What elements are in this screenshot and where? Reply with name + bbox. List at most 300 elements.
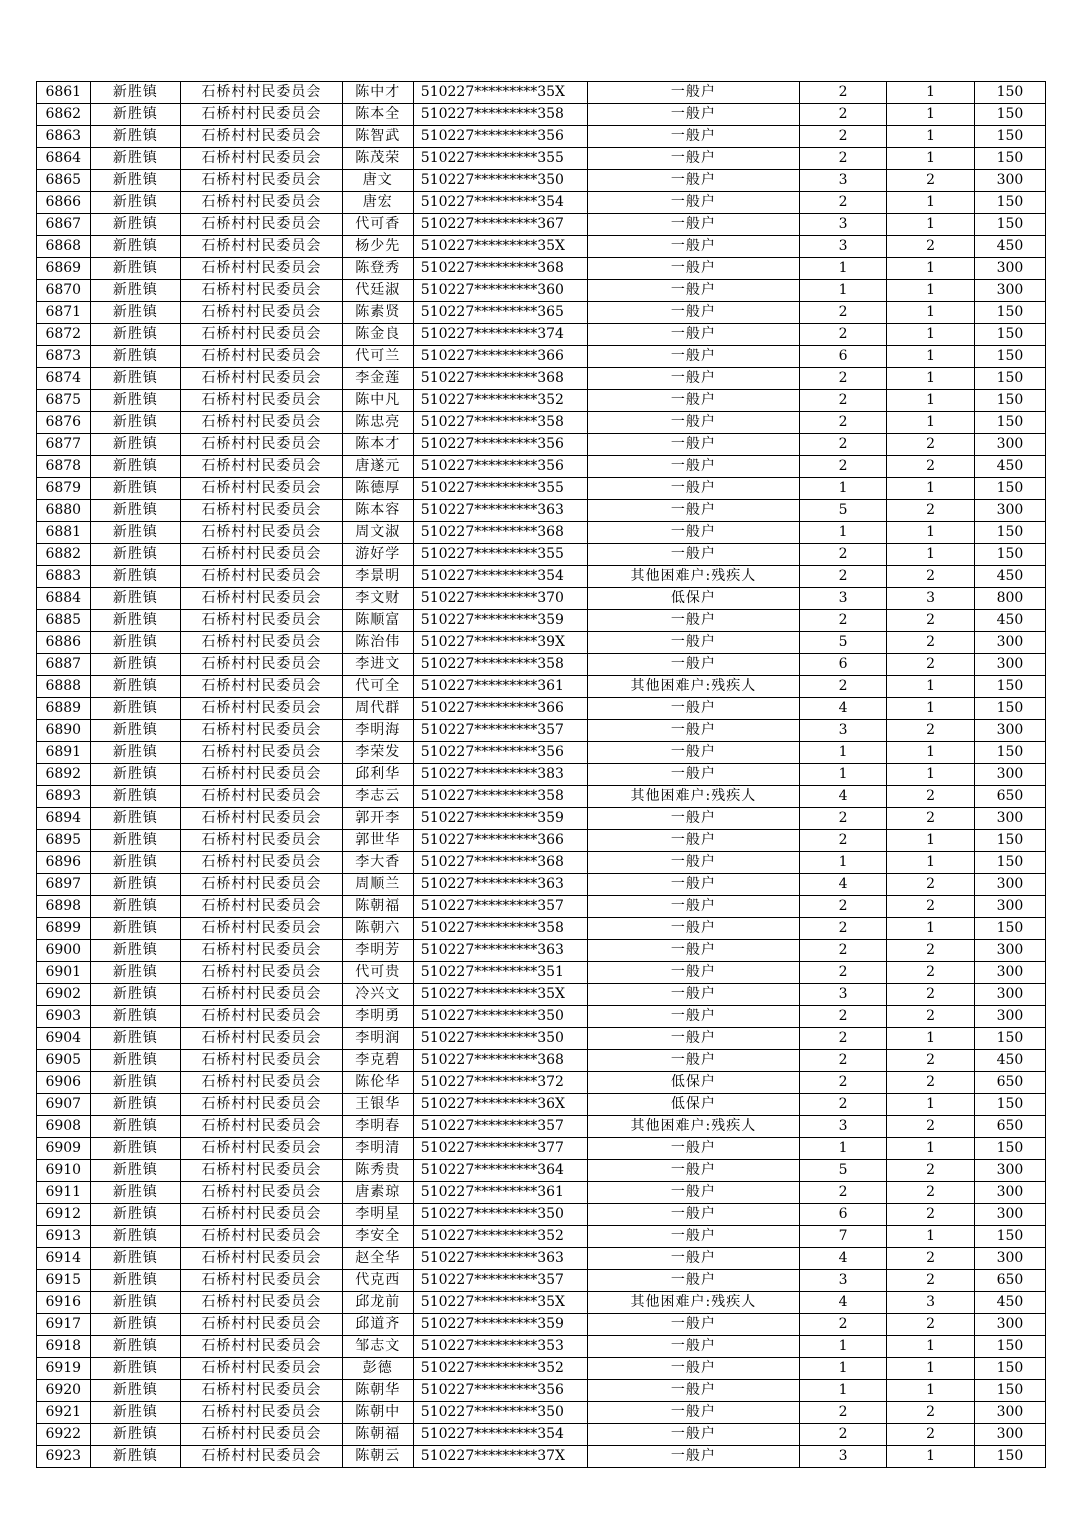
committee-cell: 石桥村村民委员会 — [181, 566, 343, 588]
seq-cell: 6885 — [37, 610, 91, 632]
family-members-cell: 2 — [799, 1402, 887, 1424]
id-number-cell: 510227*********363 — [413, 940, 587, 962]
id-number-cell: 510227*********366 — [413, 830, 587, 852]
household-type-cell: 一般户 — [587, 830, 799, 852]
name-cell: 陈本才 — [342, 434, 413, 456]
household-type-cell: 一般户 — [587, 698, 799, 720]
family-members-cell: 1 — [799, 1380, 887, 1402]
family-members-cell: 7 — [799, 1226, 887, 1248]
seq-cell: 6900 — [37, 940, 91, 962]
amount-cell: 450 — [974, 566, 1045, 588]
town-cell: 新胜镇 — [90, 720, 181, 742]
table-row — [37, 786, 1046, 808]
amount-cell: 300 — [974, 874, 1045, 896]
table-row — [37, 478, 1046, 500]
table-row — [37, 654, 1046, 676]
committee-cell: 石桥村村民委员会 — [181, 478, 343, 500]
aided-people-cell: 1 — [887, 104, 975, 126]
family-members-cell: 1 — [799, 742, 887, 764]
amount-cell: 150 — [974, 192, 1045, 214]
table-row — [37, 1314, 1046, 1336]
amount-cell: 650 — [974, 1116, 1045, 1138]
name-cell: 郭世华 — [342, 830, 413, 852]
family-members-cell: 4 — [799, 1292, 887, 1314]
household-type-cell: 其他困难户:残疾人 — [587, 566, 799, 588]
family-members-cell: 2 — [799, 1072, 887, 1094]
name-cell: 李明春 — [342, 1116, 413, 1138]
id-number-cell: 510227*********37X — [413, 1446, 587, 1468]
amount-cell: 150 — [974, 148, 1045, 170]
table-row — [37, 522, 1046, 544]
household-type-cell: 其他困难户:残疾人 — [587, 786, 799, 808]
id-number-cell: 510227*********366 — [413, 698, 587, 720]
table-row — [37, 764, 1046, 786]
seq-cell: 6862 — [37, 104, 91, 126]
seq-cell: 6902 — [37, 984, 91, 1006]
household-type-cell: 一般户 — [587, 82, 799, 104]
family-members-cell: 2 — [799, 368, 887, 390]
aided-people-cell: 1 — [887, 676, 975, 698]
household-type-cell: 一般户 — [587, 148, 799, 170]
committee-cell: 石桥村村民委员会 — [181, 390, 343, 412]
amount-cell: 300 — [974, 1006, 1045, 1028]
id-number-cell: 510227*********360 — [413, 280, 587, 302]
name-cell: 彭德 — [342, 1358, 413, 1380]
amount-cell: 300 — [974, 984, 1045, 1006]
table-row — [37, 1336, 1046, 1358]
aided-people-cell: 1 — [887, 214, 975, 236]
seq-cell: 6910 — [37, 1160, 91, 1182]
family-members-cell: 2 — [799, 104, 887, 126]
town-cell: 新胜镇 — [90, 1116, 181, 1138]
household-type-cell: 一般户 — [587, 742, 799, 764]
name-cell: 陈朝云 — [342, 1446, 413, 1468]
household-type-cell: 一般户 — [587, 1138, 799, 1160]
seq-cell: 6893 — [37, 786, 91, 808]
family-members-cell: 2 — [799, 1006, 887, 1028]
aided-people-cell: 3 — [887, 588, 975, 610]
household-type-cell: 一般户 — [587, 984, 799, 1006]
aided-people-cell: 1 — [887, 1138, 975, 1160]
family-members-cell: 3 — [799, 984, 887, 1006]
table-row — [37, 346, 1046, 368]
family-members-cell: 1 — [799, 522, 887, 544]
town-cell: 新胜镇 — [90, 1050, 181, 1072]
seq-cell: 6874 — [37, 368, 91, 390]
aided-people-cell: 1 — [887, 1226, 975, 1248]
table-row — [37, 1204, 1046, 1226]
household-type-cell: 一般户 — [587, 962, 799, 984]
aided-people-cell: 1 — [887, 368, 975, 390]
amount-cell: 150 — [974, 742, 1045, 764]
town-cell: 新胜镇 — [90, 764, 181, 786]
name-cell: 陈素贤 — [342, 302, 413, 324]
committee-cell: 石桥村村民委员会 — [181, 1446, 343, 1468]
amount-cell: 150 — [974, 302, 1045, 324]
family-members-cell: 2 — [799, 1182, 887, 1204]
amount-cell: 300 — [974, 280, 1045, 302]
seq-cell: 6886 — [37, 632, 91, 654]
committee-cell: 石桥村村民委员会 — [181, 434, 343, 456]
seq-cell: 6901 — [37, 962, 91, 984]
aided-people-cell: 1 — [887, 1380, 975, 1402]
table-row — [37, 1226, 1046, 1248]
aided-people-cell: 2 — [887, 896, 975, 918]
id-number-cell: 510227*********357 — [413, 1116, 587, 1138]
name-cell: 李明芳 — [342, 940, 413, 962]
household-type-cell: 一般户 — [587, 654, 799, 676]
aided-people-cell: 1 — [887, 412, 975, 434]
family-members-cell: 2 — [799, 566, 887, 588]
committee-cell: 石桥村村民委员会 — [181, 368, 343, 390]
table-row — [37, 962, 1046, 984]
table-row — [37, 874, 1046, 896]
family-members-cell: 2 — [799, 302, 887, 324]
aided-people-cell: 1 — [887, 742, 975, 764]
household-type-cell: 一般户 — [587, 940, 799, 962]
table-row — [37, 236, 1046, 258]
table-row — [37, 148, 1046, 170]
town-cell: 新胜镇 — [90, 1380, 181, 1402]
table-row — [37, 588, 1046, 610]
household-type-cell: 一般户 — [587, 478, 799, 500]
id-number-cell: 510227*********350 — [413, 1028, 587, 1050]
seq-cell: 6876 — [37, 412, 91, 434]
name-cell: 陈治伟 — [342, 632, 413, 654]
family-members-cell: 4 — [799, 1248, 887, 1270]
household-type-cell: 一般户 — [587, 1050, 799, 1072]
town-cell: 新胜镇 — [90, 940, 181, 962]
committee-cell: 石桥村村民委员会 — [181, 874, 343, 896]
id-number-cell: 510227*********361 — [413, 676, 587, 698]
table-row — [37, 1292, 1046, 1314]
committee-cell: 石桥村村民委员会 — [181, 346, 343, 368]
town-cell: 新胜镇 — [90, 1424, 181, 1446]
family-members-cell: 4 — [799, 786, 887, 808]
amount-cell: 300 — [974, 764, 1045, 786]
town-cell: 新胜镇 — [90, 1358, 181, 1380]
table-row — [37, 1402, 1046, 1424]
town-cell: 新胜镇 — [90, 962, 181, 984]
committee-cell: 石桥村村民委员会 — [181, 302, 343, 324]
name-cell: 王银华 — [342, 1094, 413, 1116]
household-type-cell: 一般户 — [587, 720, 799, 742]
amount-cell: 150 — [974, 1028, 1045, 1050]
name-cell: 李金莲 — [342, 368, 413, 390]
name-cell: 周顺兰 — [342, 874, 413, 896]
name-cell: 陈中才 — [342, 82, 413, 104]
aided-people-cell: 2 — [887, 632, 975, 654]
id-number-cell: 510227*********358 — [413, 654, 587, 676]
aided-people-cell: 1 — [887, 82, 975, 104]
household-type-cell: 一般户 — [587, 236, 799, 258]
committee-cell: 石桥村村民委员会 — [181, 654, 343, 676]
town-cell: 新胜镇 — [90, 1402, 181, 1424]
household-type-cell: 一般户 — [587, 808, 799, 830]
seq-cell: 6922 — [37, 1424, 91, 1446]
id-number-cell: 510227*********35X — [413, 82, 587, 104]
committee-cell: 石桥村村民委员会 — [181, 1380, 343, 1402]
family-members-cell: 6 — [799, 346, 887, 368]
table-row — [37, 170, 1046, 192]
amount-cell: 150 — [974, 1336, 1045, 1358]
id-number-cell: 510227*********351 — [413, 962, 587, 984]
town-cell: 新胜镇 — [90, 302, 181, 324]
town-cell: 新胜镇 — [90, 1160, 181, 1182]
amount-cell: 300 — [974, 1204, 1045, 1226]
seq-cell: 6908 — [37, 1116, 91, 1138]
aided-people-cell: 1 — [887, 918, 975, 940]
table-row — [37, 1006, 1046, 1028]
aided-people-cell: 2 — [887, 610, 975, 632]
id-number-cell: 510227*********356 — [413, 1380, 587, 1402]
id-number-cell: 510227*********383 — [413, 764, 587, 786]
id-number-cell: 510227*********356 — [413, 456, 587, 478]
id-number-cell: 510227*********368 — [413, 368, 587, 390]
id-number-cell: 510227*********353 — [413, 1336, 587, 1358]
name-cell: 代廷淑 — [342, 280, 413, 302]
town-cell: 新胜镇 — [90, 280, 181, 302]
committee-cell: 石桥村村民委员会 — [181, 1182, 343, 1204]
table-row — [37, 830, 1046, 852]
amount-cell: 150 — [974, 324, 1045, 346]
family-members-cell: 2 — [799, 82, 887, 104]
aided-people-cell: 2 — [887, 1270, 975, 1292]
family-members-cell: 2 — [799, 1424, 887, 1446]
name-cell: 陈朝华 — [342, 1380, 413, 1402]
name-cell: 代可香 — [342, 214, 413, 236]
amount-cell: 300 — [974, 1160, 1045, 1182]
id-number-cell: 510227*********365 — [413, 302, 587, 324]
family-members-cell: 1 — [799, 258, 887, 280]
committee-cell: 石桥村村民委员会 — [181, 104, 343, 126]
table-row — [37, 368, 1046, 390]
family-members-cell: 2 — [799, 830, 887, 852]
family-members-cell: 2 — [799, 192, 887, 214]
seq-cell: 6883 — [37, 566, 91, 588]
committee-cell: 石桥村村民委员会 — [181, 588, 343, 610]
committee-cell: 石桥村村民委员会 — [181, 1402, 343, 1424]
aided-people-cell: 1 — [887, 192, 975, 214]
household-type-cell: 一般户 — [587, 896, 799, 918]
household-type-cell: 一般户 — [587, 1424, 799, 1446]
town-cell: 新胜镇 — [90, 588, 181, 610]
aided-people-cell: 2 — [887, 940, 975, 962]
id-number-cell: 510227*********367 — [413, 214, 587, 236]
seq-cell: 6868 — [37, 236, 91, 258]
household-type-cell: 一般户 — [587, 1006, 799, 1028]
name-cell: 李明清 — [342, 1138, 413, 1160]
household-type-cell: 一般户 — [587, 1248, 799, 1270]
aided-people-cell: 1 — [887, 126, 975, 148]
table-row — [37, 940, 1046, 962]
family-members-cell: 1 — [799, 852, 887, 874]
amount-cell: 800 — [974, 588, 1045, 610]
seq-cell: 6867 — [37, 214, 91, 236]
seq-cell: 6872 — [37, 324, 91, 346]
table-row — [37, 1182, 1046, 1204]
aided-people-cell: 1 — [887, 544, 975, 566]
seq-cell: 6887 — [37, 654, 91, 676]
amount-cell: 300 — [974, 808, 1045, 830]
id-number-cell: 510227*********356 — [413, 742, 587, 764]
family-members-cell: 3 — [799, 720, 887, 742]
id-number-cell: 510227*********350 — [413, 1402, 587, 1424]
amount-cell: 150 — [974, 82, 1045, 104]
id-number-cell: 510227*********363 — [413, 874, 587, 896]
aided-people-cell: 2 — [887, 786, 975, 808]
amount-cell: 150 — [974, 412, 1045, 434]
household-type-cell: 一般户 — [587, 632, 799, 654]
committee-cell: 石桥村村民委员会 — [181, 698, 343, 720]
family-members-cell: 2 — [799, 148, 887, 170]
id-number-cell: 510227*********357 — [413, 896, 587, 918]
household-type-cell: 一般户 — [587, 456, 799, 478]
amount-cell: 300 — [974, 720, 1045, 742]
table-row — [37, 258, 1046, 280]
amount-cell: 450 — [974, 236, 1045, 258]
committee-cell: 石桥村村民委员会 — [181, 1160, 343, 1182]
town-cell: 新胜镇 — [90, 874, 181, 896]
town-cell: 新胜镇 — [90, 852, 181, 874]
name-cell: 唐文 — [342, 170, 413, 192]
household-type-cell: 一般户 — [587, 302, 799, 324]
household-type-cell: 低保户 — [587, 1072, 799, 1094]
committee-cell: 石桥村村民委员会 — [181, 764, 343, 786]
family-members-cell: 4 — [799, 698, 887, 720]
family-members-cell: 3 — [799, 1446, 887, 1468]
amount-cell: 300 — [974, 170, 1045, 192]
seq-cell: 6869 — [37, 258, 91, 280]
name-cell: 邹志文 — [342, 1336, 413, 1358]
amount-cell: 150 — [974, 1138, 1045, 1160]
aided-people-cell: 2 — [887, 808, 975, 830]
aided-people-cell: 2 — [887, 720, 975, 742]
seq-cell: 6884 — [37, 588, 91, 610]
aided-people-cell: 1 — [887, 1028, 975, 1050]
id-number-cell: 510227*********35X — [413, 236, 587, 258]
town-cell: 新胜镇 — [90, 1248, 181, 1270]
family-members-cell: 2 — [799, 962, 887, 984]
name-cell: 李明海 — [342, 720, 413, 742]
table-row — [37, 544, 1046, 566]
id-number-cell: 510227*********358 — [413, 918, 587, 940]
name-cell: 赵全华 — [342, 1248, 413, 1270]
id-number-cell: 510227*********356 — [413, 126, 587, 148]
name-cell: 李安全 — [342, 1226, 413, 1248]
table-row — [37, 852, 1046, 874]
table-row — [37, 566, 1046, 588]
family-members-cell: 1 — [799, 1358, 887, 1380]
seq-cell: 6921 — [37, 1402, 91, 1424]
name-cell: 陈忠亮 — [342, 412, 413, 434]
family-members-cell: 2 — [799, 434, 887, 456]
household-type-cell: 一般户 — [587, 544, 799, 566]
committee-cell: 石桥村村民委员会 — [181, 1248, 343, 1270]
family-members-cell: 6 — [799, 1204, 887, 1226]
name-cell: 杨少先 — [342, 236, 413, 258]
committee-cell: 石桥村村民委员会 — [181, 522, 343, 544]
seq-cell: 6880 — [37, 500, 91, 522]
committee-cell: 石桥村村民委员会 — [181, 1358, 343, 1380]
committee-cell: 石桥村村民委员会 — [181, 280, 343, 302]
id-number-cell: 510227*********357 — [413, 1270, 587, 1292]
committee-cell: 石桥村村民委员会 — [181, 324, 343, 346]
amount-cell: 300 — [974, 940, 1045, 962]
records-table — [36, 81, 1046, 1468]
seq-cell: 6894 — [37, 808, 91, 830]
aided-people-cell: 1 — [887, 258, 975, 280]
town-cell: 新胜镇 — [90, 148, 181, 170]
committee-cell: 石桥村村民委员会 — [181, 236, 343, 258]
table-row — [37, 126, 1046, 148]
family-members-cell: 2 — [799, 918, 887, 940]
household-type-cell: 一般户 — [587, 1204, 799, 1226]
family-members-cell: 3 — [799, 1270, 887, 1292]
table-row — [37, 214, 1046, 236]
amount-cell: 150 — [974, 1446, 1045, 1468]
town-cell: 新胜镇 — [90, 1028, 181, 1050]
committee-cell: 石桥村村民委员会 — [181, 1094, 343, 1116]
id-number-cell: 510227*********39X — [413, 632, 587, 654]
aided-people-cell: 2 — [887, 456, 975, 478]
amount-cell: 150 — [974, 522, 1045, 544]
id-number-cell: 510227*********35X — [413, 984, 587, 1006]
seq-cell: 6871 — [37, 302, 91, 324]
committee-cell: 石桥村村民委员会 — [181, 632, 343, 654]
town-cell: 新胜镇 — [90, 698, 181, 720]
amount-cell: 150 — [974, 918, 1045, 940]
committee-cell: 石桥村村民委员会 — [181, 148, 343, 170]
seq-cell: 6912 — [37, 1204, 91, 1226]
id-number-cell: 510227*********358 — [413, 104, 587, 126]
town-cell: 新胜镇 — [90, 1182, 181, 1204]
table-row — [37, 280, 1046, 302]
id-number-cell: 510227*********350 — [413, 170, 587, 192]
committee-cell: 石桥村村民委员会 — [181, 1028, 343, 1050]
committee-cell: 石桥村村民委员会 — [181, 1226, 343, 1248]
household-type-cell: 一般户 — [587, 390, 799, 412]
amount-cell: 150 — [974, 852, 1045, 874]
seq-cell: 6899 — [37, 918, 91, 940]
name-cell: 李景明 — [342, 566, 413, 588]
family-members-cell: 3 — [799, 1116, 887, 1138]
id-number-cell: 510227*********368 — [413, 258, 587, 280]
committee-cell: 石桥村村民委员会 — [181, 1314, 343, 1336]
seq-cell: 6892 — [37, 764, 91, 786]
name-cell: 陈朝六 — [342, 918, 413, 940]
family-members-cell: 4 — [799, 874, 887, 896]
seq-cell: 6878 — [37, 456, 91, 478]
name-cell: 李进文 — [342, 654, 413, 676]
household-type-cell: 一般户 — [587, 346, 799, 368]
amount-cell: 300 — [974, 500, 1045, 522]
name-cell: 郭开李 — [342, 808, 413, 830]
amount-cell: 300 — [974, 896, 1045, 918]
amount-cell: 650 — [974, 1270, 1045, 1292]
name-cell: 代可贵 — [342, 962, 413, 984]
household-type-cell: 一般户 — [587, 1182, 799, 1204]
name-cell: 周文淑 — [342, 522, 413, 544]
amount-cell: 650 — [974, 786, 1045, 808]
town-cell: 新胜镇 — [90, 566, 181, 588]
household-type-cell: 一般户 — [587, 324, 799, 346]
id-number-cell: 510227*********354 — [413, 192, 587, 214]
committee-cell: 石桥村村民委员会 — [181, 610, 343, 632]
town-cell: 新胜镇 — [90, 1138, 181, 1160]
aided-people-cell: 2 — [887, 1248, 975, 1270]
household-type-cell: 一般户 — [587, 214, 799, 236]
